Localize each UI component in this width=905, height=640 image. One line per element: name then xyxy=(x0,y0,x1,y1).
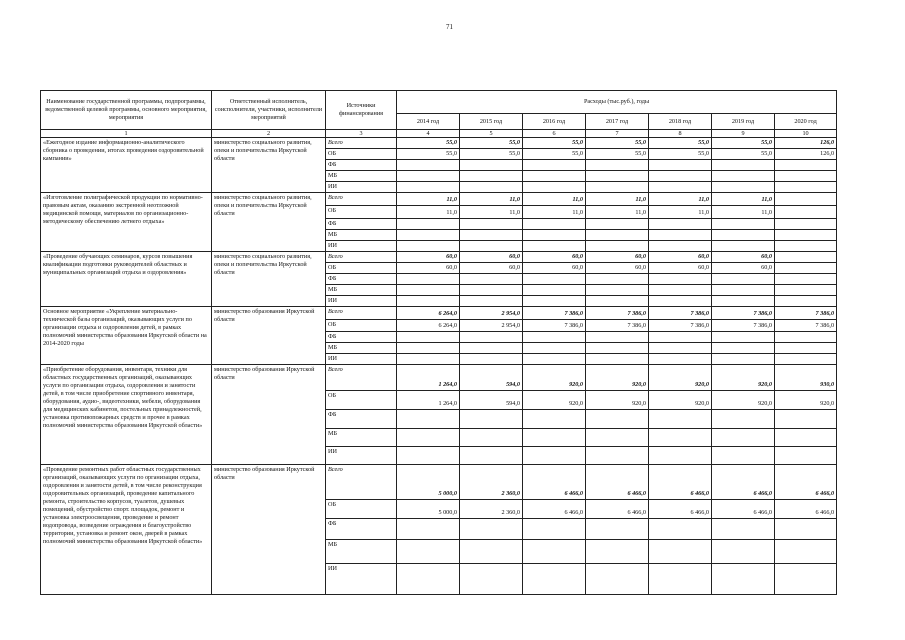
column-number: 8 xyxy=(649,130,712,138)
value-cell xyxy=(523,285,586,296)
value-cell: 6 466,0 xyxy=(775,500,837,519)
value-cell: 60,0 xyxy=(397,263,460,274)
value-cell xyxy=(775,263,837,274)
funding-source-label: ФБ xyxy=(326,519,397,540)
value-cell xyxy=(712,564,775,595)
value-cell: 920,0 xyxy=(775,391,837,410)
value-cell xyxy=(523,230,586,241)
total-value-cell: 6 466,0 xyxy=(775,465,837,500)
value-cell xyxy=(460,171,523,182)
value-cell: 7 386,0 xyxy=(775,320,837,332)
value-cell xyxy=(523,540,586,564)
value-cell xyxy=(586,429,649,447)
funding-source-label: ОБ xyxy=(326,320,397,332)
value-cell xyxy=(460,343,523,354)
value-cell xyxy=(523,519,586,540)
value-cell xyxy=(586,564,649,595)
funding-source-label: Всего xyxy=(326,193,397,206)
value-cell: 7 386,0 xyxy=(586,320,649,332)
value-cell xyxy=(460,540,523,564)
value-cell xyxy=(775,296,837,307)
value-cell: 11,0 xyxy=(460,206,523,219)
value-cell: 60,0 xyxy=(649,263,712,274)
funding-source-label: ОБ xyxy=(326,149,397,160)
value-cell: 11,0 xyxy=(397,206,460,219)
value-cell xyxy=(649,354,712,365)
header-year: 2018 год xyxy=(649,114,712,130)
value-cell xyxy=(775,285,837,296)
funding-source-label: ИИ xyxy=(326,296,397,307)
value-cell: 11,0 xyxy=(649,206,712,219)
funding-source-label: ОБ xyxy=(326,263,397,274)
funding-source-label: ОБ xyxy=(326,206,397,219)
value-cell xyxy=(523,160,586,171)
total-value-cell: 7 386,0 xyxy=(712,307,775,320)
header-source: Источники финансирования xyxy=(326,91,397,130)
value-cell: 2 360,0 xyxy=(460,500,523,519)
total-value-cell: 2 360,0 xyxy=(460,465,523,500)
value-cell xyxy=(523,332,586,343)
value-cell xyxy=(649,241,712,252)
value-cell xyxy=(586,241,649,252)
value-cell xyxy=(775,241,837,252)
value-cell: 126,0 xyxy=(775,149,837,160)
funding-source-label: Всего xyxy=(326,252,397,263)
value-cell xyxy=(586,354,649,365)
value-cell xyxy=(649,296,712,307)
value-cell: 7 386,0 xyxy=(712,320,775,332)
value-cell xyxy=(397,354,460,365)
total-value-cell: 55,0 xyxy=(586,138,649,149)
funding-source-label: Всего xyxy=(326,465,397,500)
value-cell xyxy=(586,540,649,564)
total-value-cell: 920,0 xyxy=(523,365,586,391)
funding-source-label: МБ xyxy=(326,429,397,447)
total-value-cell: 55,0 xyxy=(712,138,775,149)
value-cell: 55,0 xyxy=(460,149,523,160)
executor-name: министерство социального развития, опеки и попечительства Иркутской области xyxy=(212,138,326,193)
value-cell xyxy=(649,540,712,564)
value-cell xyxy=(775,564,837,595)
value-cell xyxy=(397,410,460,429)
value-cell xyxy=(586,519,649,540)
value-cell: 11,0 xyxy=(712,206,775,219)
value-cell xyxy=(397,564,460,595)
funding-source-label: МБ xyxy=(326,171,397,182)
total-value-cell: 6 466,0 xyxy=(586,465,649,500)
value-cell xyxy=(649,182,712,193)
column-number: 4 xyxy=(397,130,460,138)
total-value-cell: 55,0 xyxy=(523,138,586,149)
value-cell xyxy=(397,343,460,354)
value-cell xyxy=(460,519,523,540)
value-cell xyxy=(460,241,523,252)
value-cell xyxy=(712,410,775,429)
value-cell xyxy=(649,274,712,285)
value-cell xyxy=(712,160,775,171)
value-cell xyxy=(586,274,649,285)
value-cell xyxy=(712,296,775,307)
value-cell: 2 954,0 xyxy=(460,320,523,332)
total-value-cell: 126,0 xyxy=(775,138,837,149)
value-cell xyxy=(460,219,523,230)
value-cell xyxy=(775,230,837,241)
value-cell xyxy=(775,447,837,465)
table-row xyxy=(41,252,837,263)
funding-source-label: МБ xyxy=(326,230,397,241)
total-value-cell: 60,0 xyxy=(649,252,712,263)
funding-source-label: ИИ xyxy=(326,447,397,465)
value-cell xyxy=(775,332,837,343)
value-cell: 5 000,0 xyxy=(397,500,460,519)
value-cell xyxy=(460,285,523,296)
value-cell xyxy=(460,447,523,465)
value-cell xyxy=(523,219,586,230)
value-cell xyxy=(523,182,586,193)
value-cell xyxy=(775,410,837,429)
value-cell xyxy=(712,332,775,343)
value-cell xyxy=(775,429,837,447)
total-value-cell: 930,0 xyxy=(775,365,837,391)
total-value-cell: 6 466,0 xyxy=(712,465,775,500)
total-value-cell: 920,0 xyxy=(586,365,649,391)
header-year: 2014 год xyxy=(397,114,460,130)
value-cell xyxy=(775,219,837,230)
value-cell: 920,0 xyxy=(712,391,775,410)
value-cell xyxy=(712,540,775,564)
header-program: Наименование государственной программы, подпрограммы, ведомственной целевой программы, основного мероприятия, мероприятия xyxy=(41,91,212,130)
total-value-cell: 60,0 xyxy=(586,252,649,263)
executor-name: министерство социального развития, опеки и попечительства Иркутской области xyxy=(212,252,326,307)
total-value-cell: 11,0 xyxy=(460,193,523,206)
value-cell xyxy=(586,182,649,193)
total-value-cell: 6 264,0 xyxy=(397,307,460,320)
value-cell xyxy=(712,274,775,285)
value-cell xyxy=(649,160,712,171)
total-value-cell: 55,0 xyxy=(460,138,523,149)
value-cell xyxy=(586,285,649,296)
value-cell: 55,0 xyxy=(586,149,649,160)
value-cell xyxy=(523,241,586,252)
value-cell xyxy=(397,274,460,285)
value-cell xyxy=(586,410,649,429)
value-cell xyxy=(649,410,712,429)
column-number: 6 xyxy=(523,130,586,138)
executor-name: министерство образования Иркутской области xyxy=(212,307,326,365)
value-cell: 11,0 xyxy=(586,206,649,219)
value-cell: 60,0 xyxy=(460,263,523,274)
value-cell: 594,0 xyxy=(460,391,523,410)
value-cell xyxy=(397,182,460,193)
value-cell: 60,0 xyxy=(586,263,649,274)
value-cell xyxy=(460,332,523,343)
value-cell xyxy=(649,230,712,241)
total-value-cell: 60,0 xyxy=(460,252,523,263)
funding-source-label: ФБ xyxy=(326,160,397,171)
total-value-cell: 6 466,0 xyxy=(523,465,586,500)
value-cell: 11,0 xyxy=(523,206,586,219)
total-value-cell: 7 386,0 xyxy=(586,307,649,320)
value-cell xyxy=(586,343,649,354)
value-cell xyxy=(523,447,586,465)
value-cell: 6 466,0 xyxy=(712,500,775,519)
funding-source-label: ИИ xyxy=(326,182,397,193)
value-cell xyxy=(460,410,523,429)
column-number: 9 xyxy=(712,130,775,138)
value-cell xyxy=(649,171,712,182)
value-cell xyxy=(649,219,712,230)
value-cell xyxy=(712,447,775,465)
value-cell xyxy=(397,230,460,241)
total-value-cell: 7 386,0 xyxy=(523,307,586,320)
funding-source-label: ФБ xyxy=(326,219,397,230)
total-value-cell xyxy=(775,193,837,206)
program-name: «Проведение обучающих семинаров, курсов повышения квалификации подготовки руководителей областных и муниципальных организаций отдыха и оздоровления» xyxy=(41,252,212,307)
value-cell xyxy=(775,160,837,171)
total-value-cell: 920,0 xyxy=(649,365,712,391)
program-name: «Приобретение оборудования, инвентаря, техники для областных государственных организаций, оказывающих услуги по организации отдыха, оздоровления и занятости детей, в том числе приобретение спортивного инвентаря, оборудования, аудио-, видеотехники, мебели, оборудования для медицинских кабинетов, постельных принадлежностей, установка противопожарных средств и прочее в рамках полномочий министерства образования Иркутской области» xyxy=(41,365,212,465)
value-cell: 6 466,0 xyxy=(523,500,586,519)
value-cell xyxy=(712,171,775,182)
value-cell xyxy=(460,182,523,193)
value-cell xyxy=(397,447,460,465)
funding-source-label: МБ xyxy=(326,343,397,354)
funding-source-label: ФБ xyxy=(326,274,397,285)
funding-source-label: ИИ xyxy=(326,354,397,365)
total-value-cell: 594,0 xyxy=(460,365,523,391)
value-cell: 6 466,0 xyxy=(649,500,712,519)
program-name: Основное мероприятие «Укрепление материально-технической базы организаций, оказывающих услуги по организации отдыха и оздоровления детей, в рамках полномочий министерства образования Иркутской области на 2014-2020 годы xyxy=(41,307,212,365)
header-expenses: Расходы (тыс.руб.), годы xyxy=(397,91,837,114)
table-row xyxy=(41,307,837,320)
funding-source-label: МБ xyxy=(326,540,397,564)
total-value-cell: 920,0 xyxy=(712,365,775,391)
total-value-cell: 11,0 xyxy=(712,193,775,206)
value-cell xyxy=(649,564,712,595)
value-cell xyxy=(712,241,775,252)
value-cell xyxy=(460,354,523,365)
column-number: 1 xyxy=(41,130,212,138)
total-value-cell: 2 954,0 xyxy=(460,307,523,320)
value-cell xyxy=(397,296,460,307)
funding-source-label: ФБ xyxy=(326,410,397,429)
total-value-cell: 7 386,0 xyxy=(775,307,837,320)
value-cell xyxy=(523,274,586,285)
value-cell xyxy=(460,274,523,285)
value-cell xyxy=(712,343,775,354)
total-value-cell: 11,0 xyxy=(523,193,586,206)
total-value-cell: 5 000,0 xyxy=(397,465,460,500)
value-cell xyxy=(397,332,460,343)
table-row xyxy=(41,193,837,206)
funding-source-label: ИИ xyxy=(326,241,397,252)
executor-name: министерство социального развития, опеки и попечительства Иркутской области xyxy=(212,193,326,252)
expenses-table xyxy=(40,90,837,595)
value-cell xyxy=(775,343,837,354)
header-executor: Ответственный исполнитель, соисполнители, участники, исполнители мероприятий xyxy=(212,91,326,130)
header-year: 2015 год xyxy=(460,114,523,130)
value-cell xyxy=(712,354,775,365)
value-cell xyxy=(523,564,586,595)
header-year: 2019 год xyxy=(712,114,775,130)
total-value-cell: 55,0 xyxy=(397,138,460,149)
value-cell xyxy=(397,171,460,182)
total-value-cell: 1 264,0 xyxy=(397,365,460,391)
value-cell xyxy=(460,564,523,595)
value-cell xyxy=(397,241,460,252)
value-cell xyxy=(460,160,523,171)
value-cell xyxy=(649,343,712,354)
funding-source-label: ОБ xyxy=(326,391,397,410)
total-value-cell: 60,0 xyxy=(397,252,460,263)
value-cell xyxy=(397,160,460,171)
value-cell xyxy=(586,296,649,307)
program-name: «Ежегодное издание информационно-аналитического сборника о проведении, итогах проведения оздоровительной кампании» xyxy=(41,138,212,193)
funding-source-label: Всего xyxy=(326,307,397,320)
column-number: 2 xyxy=(212,130,326,138)
value-cell xyxy=(397,219,460,230)
value-cell xyxy=(586,230,649,241)
value-cell xyxy=(649,519,712,540)
value-cell xyxy=(649,447,712,465)
value-cell xyxy=(586,447,649,465)
value-cell: 6 466,0 xyxy=(586,500,649,519)
value-cell xyxy=(712,182,775,193)
total-value-cell xyxy=(775,252,837,263)
value-cell xyxy=(712,519,775,540)
value-cell: 7 386,0 xyxy=(523,320,586,332)
value-cell: 55,0 xyxy=(397,149,460,160)
value-cell xyxy=(460,230,523,241)
value-cell xyxy=(586,171,649,182)
total-value-cell: 60,0 xyxy=(712,252,775,263)
header-year: 2017 год xyxy=(586,114,649,130)
value-cell xyxy=(712,429,775,447)
total-value-cell: 11,0 xyxy=(586,193,649,206)
total-value-cell: 55,0 xyxy=(649,138,712,149)
value-cell: 60,0 xyxy=(712,263,775,274)
value-cell: 55,0 xyxy=(523,149,586,160)
value-cell: 920,0 xyxy=(586,391,649,410)
program-name: «Изготовление полиграфической продукции по нормативно-правовым актам, оказанию экстренной неотложной медицинской помощи, материалов по организационно-методическому обеспечению летнего отдыха» xyxy=(41,193,212,252)
funding-source-label: Всего xyxy=(326,365,397,391)
value-cell xyxy=(775,540,837,564)
value-cell xyxy=(775,354,837,365)
value-cell xyxy=(775,206,837,219)
value-cell xyxy=(523,354,586,365)
funding-source-label: ФБ xyxy=(326,332,397,343)
value-cell xyxy=(775,171,837,182)
funding-source-label: ОБ xyxy=(326,500,397,519)
value-cell xyxy=(523,296,586,307)
executor-name: министерство образования Иркутской области xyxy=(212,465,326,595)
total-value-cell: 7 386,0 xyxy=(649,307,712,320)
value-cell xyxy=(775,182,837,193)
value-cell: 60,0 xyxy=(523,263,586,274)
value-cell xyxy=(775,519,837,540)
value-cell xyxy=(586,160,649,171)
value-cell xyxy=(649,285,712,296)
value-cell xyxy=(523,343,586,354)
value-cell: 55,0 xyxy=(649,149,712,160)
table-row xyxy=(41,365,837,391)
total-value-cell: 60,0 xyxy=(523,252,586,263)
value-cell xyxy=(523,171,586,182)
funding-source-label: ИИ xyxy=(326,564,397,595)
value-cell xyxy=(712,285,775,296)
value-cell xyxy=(523,429,586,447)
value-cell xyxy=(586,332,649,343)
program-name: «Проведение ремонтных работ областных государственных организаций, оказывающих услуги по организации отдыха, оздоровления и занятости детей, в том числе реконструкция оздоровительных организаций, проведение капитального ремонта, строительство корпусов, туалетов, душевых помещений, обустройство спорт. площадок, ремонт и установка электроосвещения, проведение и ремонт водопровода, возведение ограждения и благоустройство территории, установка и ремонт окон, дверей в рамках полномочий министерства образования Иркутской области» xyxy=(41,465,212,595)
value-cell xyxy=(775,274,837,285)
table-row xyxy=(41,138,837,149)
value-cell xyxy=(712,219,775,230)
value-cell xyxy=(649,332,712,343)
value-cell xyxy=(397,540,460,564)
table-row xyxy=(41,465,837,500)
value-cell: 920,0 xyxy=(649,391,712,410)
value-cell: 55,0 xyxy=(712,149,775,160)
page-number: 71 xyxy=(446,23,453,31)
total-value-cell: 11,0 xyxy=(397,193,460,206)
column-number: 10 xyxy=(775,130,837,138)
value-cell xyxy=(460,296,523,307)
funding-source-label: Всего xyxy=(326,138,397,149)
header-year: 2020 год xyxy=(775,114,837,130)
value-cell xyxy=(649,429,712,447)
column-number: 7 xyxy=(586,130,649,138)
value-cell xyxy=(460,429,523,447)
value-cell xyxy=(397,429,460,447)
header-year: 2016 год xyxy=(523,114,586,130)
value-cell xyxy=(397,519,460,540)
total-value-cell: 11,0 xyxy=(649,193,712,206)
value-cell xyxy=(586,219,649,230)
value-cell: 1 264,0 xyxy=(397,391,460,410)
value-cell: 920,0 xyxy=(523,391,586,410)
value-cell: 6 264,0 xyxy=(397,320,460,332)
value-cell xyxy=(397,285,460,296)
column-number: 3 xyxy=(326,130,397,138)
value-cell xyxy=(712,230,775,241)
value-cell: 7 386,0 xyxy=(649,320,712,332)
column-number: 5 xyxy=(460,130,523,138)
executor-name: министерство образования Иркутской области xyxy=(212,365,326,465)
total-value-cell: 6 466,0 xyxy=(649,465,712,500)
value-cell xyxy=(523,410,586,429)
funding-source-label: МБ xyxy=(326,285,397,296)
